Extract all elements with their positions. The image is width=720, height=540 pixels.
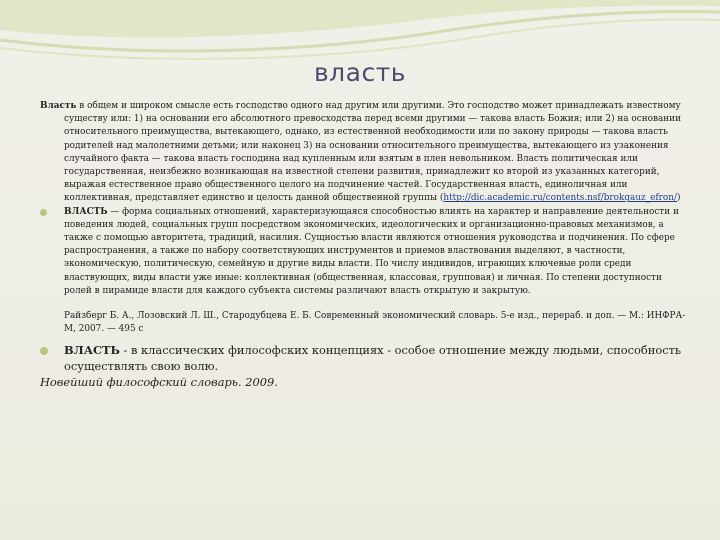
term-vlast: Власть	[40, 101, 77, 111]
page-title: власть	[313, 58, 407, 87]
bullet-icon	[40, 347, 48, 355]
p1-text: в общем и широком смысле есть господство одного над другим или другими. Это господство может принадлежать известному существу или: 1) на основании его абсолютного превосходства перед всеми другими — такова власть Божия; или 2) на основании относительного преимущества, вытекающего, однако, из естественной необходимости или по закону природы — такова власть родителей над малолетними детьми; или наконец 3) на основании относительного преимущества, вытекающего из узаконения случайного факта — такова власть господина над купленным или взятым в плен невольником. Власть политическая или государственная, неизбежно возникающая на известной степени развития, принадлежит ко второй из указанных категорий, выражая естественное право общественного целого на подчинение частей. Государственная власть, единоличная или коллективная, представляет единство и целость данной общественной группы (	[64, 101, 681, 204]
paragraph-1	[40, 100, 692, 206]
source-link[interactable]: http://dic.academic.ru/contents.nsf/brokgauz_efron/	[443, 193, 677, 204]
decorative-swoosh	[0, 0, 720, 110]
bullet-icon	[40, 209, 47, 216]
source-caption: Новейший философский словарь. 2009.	[40, 375, 278, 390]
reference: Райзберг Б. А., Лозовский Л. Ш., Стародубцева Е. Б. Современный экономический словарь. 5-е изд., перераб. и доп. — М.: ИНФРА-М, 2007. — 495 с	[64, 311, 686, 335]
content	[40, 100, 692, 390]
p2-text: — форма социальных отношений, характеризующаяся способностью влиять на характер и направление деятельности и поведения людей, социальных групп посредством экономических, идеологических и организационно-правовых механизмов, а также с помощью авторитета, традиций, насилия. Сущностью власти являются отношения руководства и подчинения. По сфере распространения, а также по набору соответствующих инструментов и приемов властвования выделяют, в частности, экономическую, политическую, семейную и другие виды власти. По числу индивидов, играющих ключевые роли среди властвующих, виды власти уже иные: коллективная (общественная, классовая, групповая) и личная. По степени доступности ролей в пирамиде власти для каждого субъекта системы различают власть открытую и закрытую.	[64, 206, 679, 296]
p1-text-end: )	[676, 193, 681, 204]
term-vlast-caps: ВЛАСТЬ	[64, 206, 108, 217]
paragraph-3	[40, 342, 692, 374]
p3-text: - в классических философских концепциях - особое отношение между людьми, способность осуществлять свою волю.	[64, 343, 682, 374]
paragraph-2	[40, 206, 692, 337]
term-vlast-caps: ВЛАСТЬ	[64, 343, 120, 358]
